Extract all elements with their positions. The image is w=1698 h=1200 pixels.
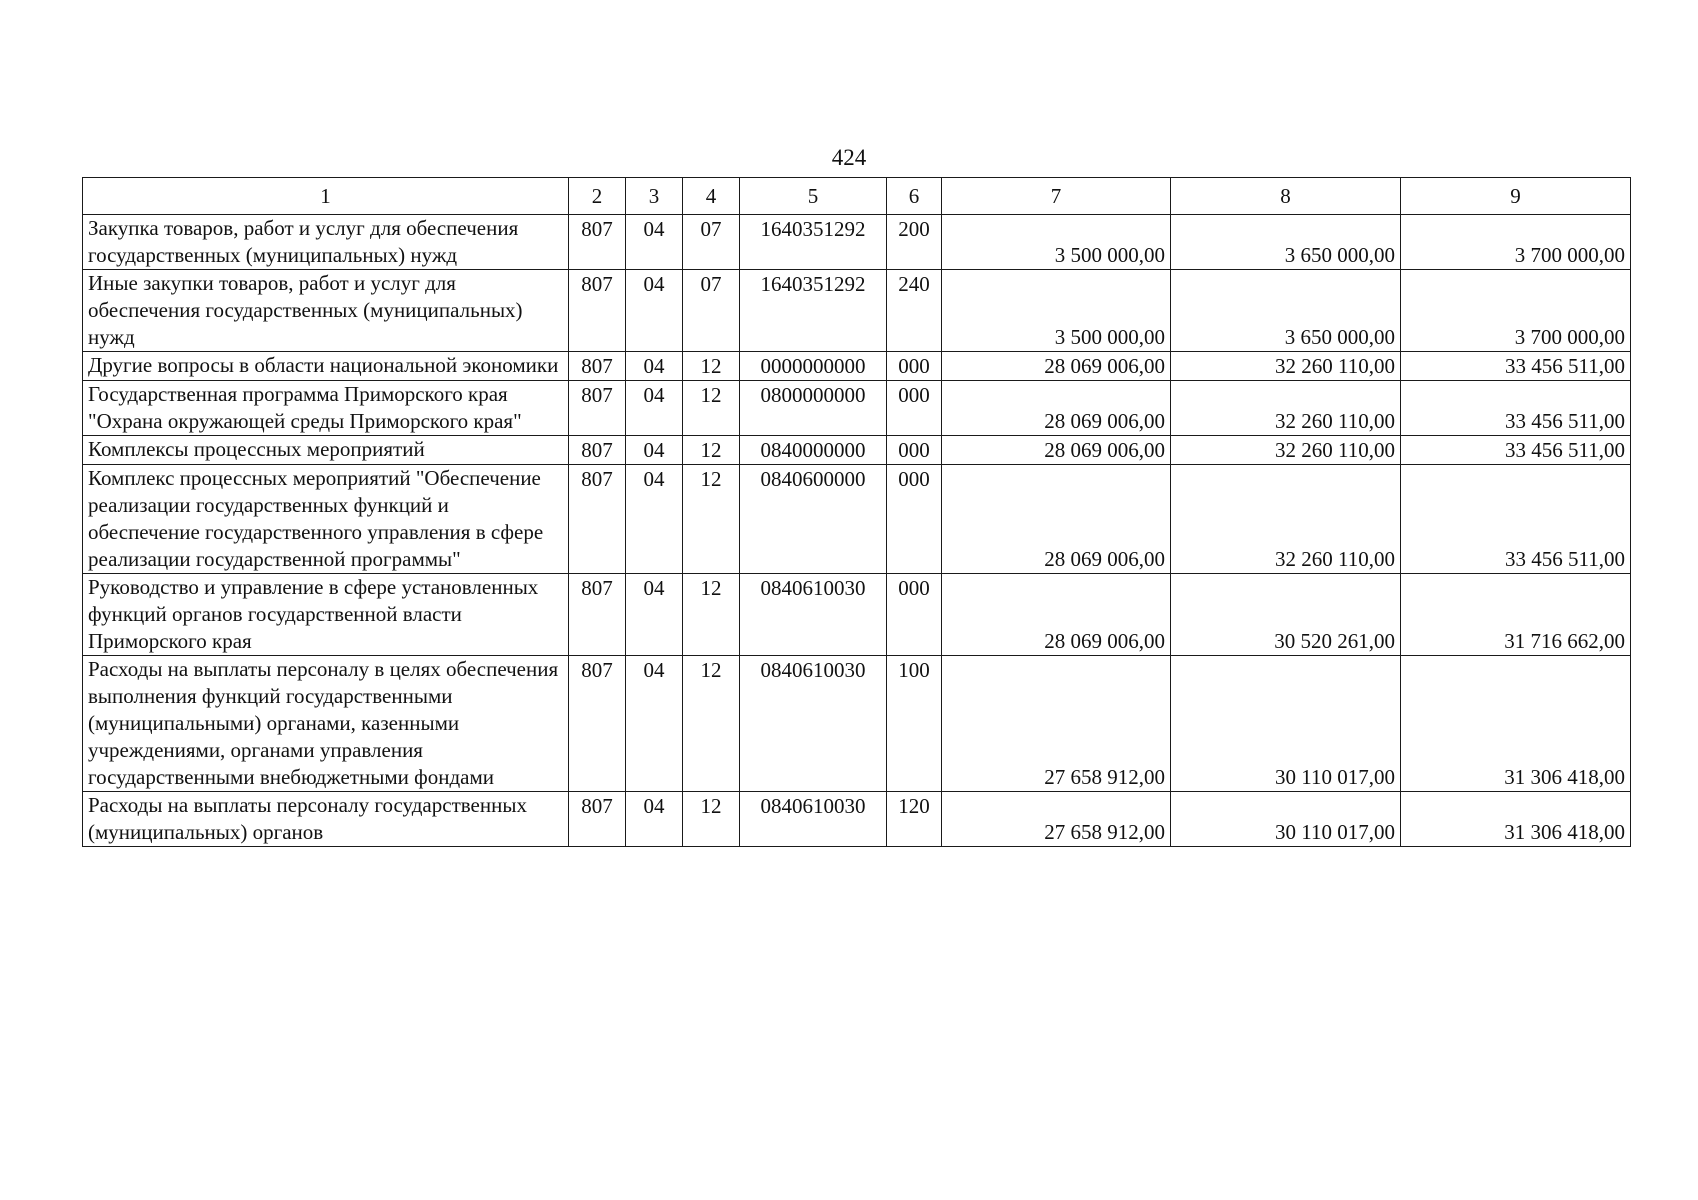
row-grbs-code: 807 bbox=[569, 270, 626, 352]
row-target-article: 0840610030 bbox=[740, 656, 887, 792]
row-target-article: 0840000000 bbox=[740, 436, 887, 465]
column-header-5: 5 bbox=[740, 178, 887, 215]
table-row bbox=[83, 656, 1631, 792]
row-expense-type: 000 bbox=[887, 574, 942, 656]
row-subsection-code: 12 bbox=[683, 792, 740, 847]
row-target-article: 0840600000 bbox=[740, 465, 887, 574]
row-name: Комплексы процессных мероприятий bbox=[83, 436, 569, 465]
row-amount-col-7: 27 658 912,00 bbox=[942, 656, 1171, 792]
row-subsection-code: 12 bbox=[683, 465, 740, 574]
row-amount-col-9: 33 456 511,00 bbox=[1401, 465, 1631, 574]
row-amount-col-8: 32 260 110,00 bbox=[1171, 465, 1401, 574]
row-amount-col-8: 3 650 000,00 bbox=[1171, 270, 1401, 352]
column-header-8: 8 bbox=[1171, 178, 1401, 215]
row-section-code: 04 bbox=[626, 656, 683, 792]
row-expense-type: 000 bbox=[887, 352, 942, 381]
row-target-article: 0840610030 bbox=[740, 792, 887, 847]
row-amount-col-9: 33 456 511,00 bbox=[1401, 381, 1631, 436]
row-amount-col-7: 28 069 006,00 bbox=[942, 436, 1171, 465]
table-body bbox=[83, 215, 1631, 847]
table-row bbox=[83, 436, 1631, 465]
row-subsection-code: 12 bbox=[683, 381, 740, 436]
row-target-article: 0800000000 bbox=[740, 381, 887, 436]
row-name: Расходы на выплаты персоналу в целях обеспечения выполнения функций государственными (муниципальными) органами, казенными учреждениями, органами управления государственными внебюджетными фондами bbox=[83, 656, 569, 792]
row-target-article: 0000000000 bbox=[740, 352, 887, 381]
row-subsection-code: 12 bbox=[683, 574, 740, 656]
column-header-9: 9 bbox=[1401, 178, 1631, 215]
table-row bbox=[83, 270, 1631, 352]
budget-table bbox=[82, 177, 1631, 847]
header-row bbox=[83, 178, 1631, 215]
row-amount-col-7: 28 069 006,00 bbox=[942, 465, 1171, 574]
row-name: Иные закупки товаров, работ и услуг для обеспечения государственных (муниципальных) нужд bbox=[83, 270, 569, 352]
row-subsection-code: 12 bbox=[683, 352, 740, 381]
page-number: 424 bbox=[831, 145, 867, 170]
row-amount-col-9: 3 700 000,00 bbox=[1401, 270, 1631, 352]
row-amount-col-7: 27 658 912,00 bbox=[942, 792, 1171, 847]
row-grbs-code: 807 bbox=[569, 381, 626, 436]
row-amount-col-8: 32 260 110,00 bbox=[1171, 381, 1401, 436]
row-expense-type: 000 bbox=[887, 436, 942, 465]
row-amount-col-7: 28 069 006,00 bbox=[942, 352, 1171, 381]
column-header-3: 3 bbox=[626, 178, 683, 215]
row-amount-col-8: 32 260 110,00 bbox=[1171, 436, 1401, 465]
row-expense-type: 240 bbox=[887, 270, 942, 352]
row-amount-col-8: 32 260 110,00 bbox=[1171, 352, 1401, 381]
row-target-article: 1640351292 bbox=[740, 215, 887, 270]
row-grbs-code: 807 bbox=[569, 215, 626, 270]
row-subsection-code: 07 bbox=[683, 215, 740, 270]
row-name: Государственная программа Приморского края "Охрана окружающей среды Приморского края" bbox=[83, 381, 569, 436]
row-section-code: 04 bbox=[626, 381, 683, 436]
row-grbs-code: 807 bbox=[569, 574, 626, 656]
row-name: Закупка товаров, работ и услуг для обеспечения государственных (муниципальных) нужд bbox=[83, 215, 569, 270]
row-expense-type: 000 bbox=[887, 381, 942, 436]
row-amount-col-9: 33 456 511,00 bbox=[1401, 352, 1631, 381]
column-header-2: 2 bbox=[569, 178, 626, 215]
column-header-1: 1 bbox=[83, 178, 569, 215]
row-amount-col-9: 31 306 418,00 bbox=[1401, 792, 1631, 847]
row-amount-col-9: 33 456 511,00 bbox=[1401, 436, 1631, 465]
row-expense-type: 200 bbox=[887, 215, 942, 270]
row-section-code: 04 bbox=[626, 465, 683, 574]
column-header-4: 4 bbox=[683, 178, 740, 215]
row-section-code: 04 bbox=[626, 792, 683, 847]
row-name: Руководство и управление в сфере установленных функций органов государственной власти Приморского края bbox=[83, 574, 569, 656]
row-amount-col-7: 3 500 000,00 bbox=[942, 215, 1171, 270]
table-row bbox=[83, 465, 1631, 574]
row-amount-col-7: 3 500 000,00 bbox=[942, 270, 1171, 352]
row-target-article: 0840610030 bbox=[740, 574, 887, 656]
row-grbs-code: 807 bbox=[569, 792, 626, 847]
row-amount-col-8: 3 650 000,00 bbox=[1171, 215, 1401, 270]
row-subsection-code: 12 bbox=[683, 656, 740, 792]
row-subsection-code: 07 bbox=[683, 270, 740, 352]
row-name: Другие вопросы в области национальной экономики bbox=[83, 352, 569, 381]
row-amount-col-7: 28 069 006,00 bbox=[942, 574, 1171, 656]
row-grbs-code: 807 bbox=[569, 656, 626, 792]
row-target-article: 1640351292 bbox=[740, 270, 887, 352]
row-amount-col-9: 31 306 418,00 bbox=[1401, 656, 1631, 792]
row-subsection-code: 12 bbox=[683, 436, 740, 465]
row-amount-col-8: 30 110 017,00 bbox=[1171, 656, 1401, 792]
row-section-code: 04 bbox=[626, 270, 683, 352]
table-row bbox=[83, 574, 1631, 656]
table-header bbox=[83, 178, 1631, 215]
row-name: Расходы на выплаты персоналу государственных (муниципальных) органов bbox=[83, 792, 569, 847]
row-section-code: 04 bbox=[626, 352, 683, 381]
row-amount-col-9: 3 700 000,00 bbox=[1401, 215, 1631, 270]
row-grbs-code: 807 bbox=[569, 436, 626, 465]
row-section-code: 04 bbox=[626, 436, 683, 465]
row-expense-type: 120 bbox=[887, 792, 942, 847]
row-grbs-code: 807 bbox=[569, 465, 626, 574]
table-row bbox=[83, 381, 1631, 436]
row-section-code: 04 bbox=[626, 574, 683, 656]
row-amount-col-8: 30 520 261,00 bbox=[1171, 574, 1401, 656]
row-amount-col-9: 31 716 662,00 bbox=[1401, 574, 1631, 656]
column-header-7: 7 bbox=[942, 178, 1171, 215]
table-row bbox=[83, 215, 1631, 270]
row-grbs-code: 807 bbox=[569, 352, 626, 381]
table-row bbox=[83, 352, 1631, 381]
row-name: Комплекс процессных мероприятий "Обеспечение реализации государственных функций и обеспечение государственного управления в сфере реализации государственной программы" bbox=[83, 465, 569, 574]
row-amount-col-8: 30 110 017,00 bbox=[1171, 792, 1401, 847]
column-header-6: 6 bbox=[887, 178, 942, 215]
table-row bbox=[83, 792, 1631, 847]
row-amount-col-7: 28 069 006,00 bbox=[942, 381, 1171, 436]
row-expense-type: 100 bbox=[887, 656, 942, 792]
row-expense-type: 000 bbox=[887, 465, 942, 574]
row-section-code: 04 bbox=[626, 215, 683, 270]
